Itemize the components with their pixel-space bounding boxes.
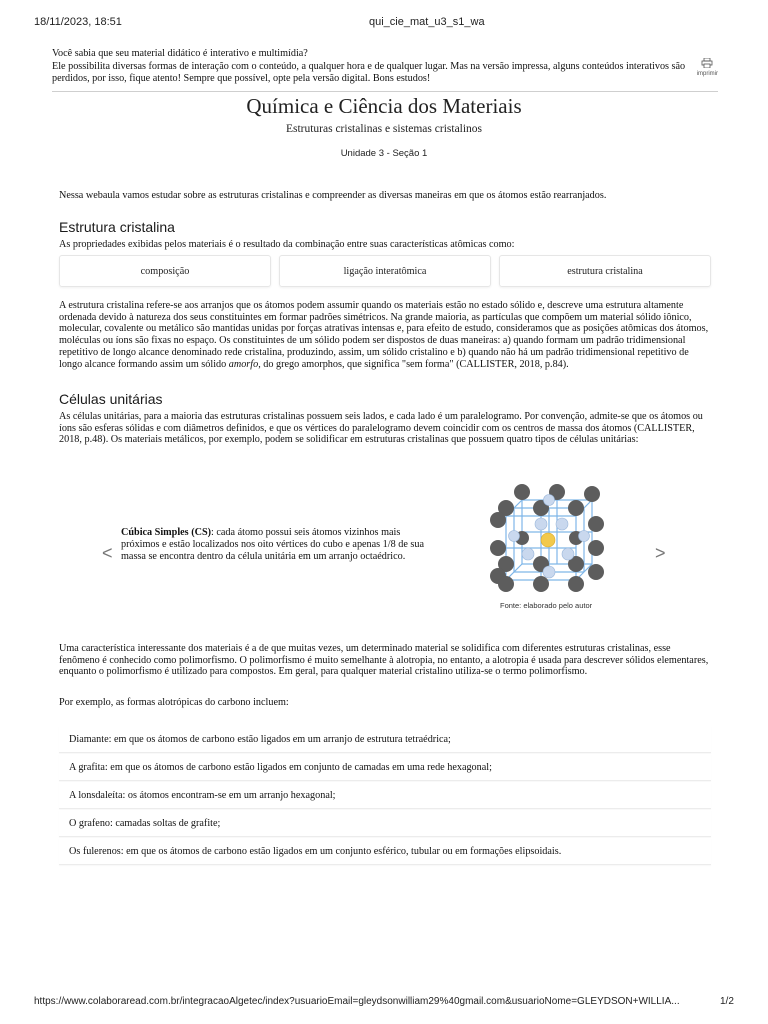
card-ligacao-interatomica[interactable]: ligação interatômica xyxy=(279,255,491,287)
section1-body xyxy=(59,300,711,370)
card-composicao[interactable]: composição xyxy=(59,255,271,287)
allotropes-list xyxy=(59,726,711,865)
print-button[interactable] xyxy=(697,58,718,81)
intro-paragraph: Nessa webaula vamos estudar sobre as estruturas cristalinas e compreender as diversas maneiras em que os átomos estão rearranjados. xyxy=(59,190,607,201)
notice-heading: Você sabia que seu material didático é interativo e multimídia? xyxy=(52,48,308,59)
interactive-notice xyxy=(52,48,718,86)
slide-description: : cada átomo possui seis átomos vizinhos mais próximos e estão localizados nos oito vértices do cubo e apenas 1/8 de sua massa se encontra dentro da célula unitária em um arranjo octaédrico. xyxy=(121,527,424,562)
print-url: https://www.colaboraread.com.br/integracaoAlgetec/index?usuarioEmail=gleydsonwilliam29%40gmail.com&usuarioNome=GLEYDSON+WILLIA... xyxy=(34,996,680,1007)
list-item: O grafeno: camadas soltas de grafite; xyxy=(59,810,711,837)
list-item: Diamante: em que os átomos de carbono estão ligados em um arranjo de estrutura tetraédrica; xyxy=(59,726,711,753)
slide-title: Cúbica Simples (CS) xyxy=(121,527,212,538)
section1-body-a: A estrutura cristalina refere-se aos arranjos que os átomos podem assumir quando os materiais estão no estado sólido e, descreve uma estrutura altamente ordenada devido à natureza dos seus constituintes em formar padrões simétricos. Na grande maioria, as partículas que compõem um material sólido iônico, molecular, covalente ou metálico são mantidas unidas por forças atrativas intensas e, para efeito de estudo, consideramos que as posições atômicas dos átomos, moléculas ou íons são fixas no espaço. Os constituintes de um sólido podem ser dispostos de duas maneiras: a) quando formam um padrão tridimensional repetitivo de longo alcance denominado rede cristalina, produzindo, assim, um sólido cristalino e b) quando não há um padrão tridimensional repetitivo de longo alcance formando assim um sólido xyxy=(59,300,709,370)
carousel-next-button[interactable]: > xyxy=(655,543,666,563)
unit-section-label: Unidade 3 - Seção 1 xyxy=(340,148,428,159)
amorfo-term: amorfo xyxy=(228,358,259,370)
list-item: Os fulerenos: em que os átomos de carbono estão ligados em um conjunto esférico, tubular ou em formações elipsoidais. xyxy=(59,838,711,865)
card-estrutura-cristalina[interactable]: estrutura cristalina xyxy=(499,255,711,287)
print-datetime: 18/11/2023, 18:51 xyxy=(34,16,122,28)
header-divider xyxy=(52,91,718,92)
section1-body-b: , do grego amorphos, que significa "sem forma" (CALLISTER, 2018, p.84). xyxy=(258,358,569,370)
printer-icon xyxy=(701,58,713,68)
section-heading-estrutura-cristalina: Estrutura cristalina xyxy=(59,219,175,235)
carousel-prev-button[interactable]: < xyxy=(102,543,113,563)
polymorphism-paragraph: Uma característica interessante dos materiais é a de que muitas vezes, um determinado material se solidifica com diferentes estruturas cristalinas, esse fenômeno é conhecido como polimorfismo. O polimorfismo é muito semelhante à alotropia, no entanto, a alotropia é usada para descrever sólidos elementares, enquanto o polimorfismo é utilizado para compostos. Em geral, para qualquer material cristalino utiliza-se o termo polimorfismo. xyxy=(59,643,709,678)
page-subtitle: Estruturas cristalinas e sistemas cristalinos xyxy=(285,123,483,135)
carousel-slide-text xyxy=(121,527,431,562)
section-heading-celulas-unitarias: Células unitárias xyxy=(59,391,163,407)
print-page-number: 1/2 xyxy=(720,996,734,1007)
print-document-name: qui_cie_mat_u3_s1_wa xyxy=(369,16,485,28)
page-title: Química e Ciência dos Materiais xyxy=(246,94,522,118)
section1-lead: As propriedades exibidas pelos materiais é o resultado da combinação entre suas características atômicas como: xyxy=(59,239,515,250)
crystal-structure-image xyxy=(484,480,608,596)
list-item: A lonsdaleíta: os átomos encontram-se em um arranjo hexagonal; xyxy=(59,782,711,809)
properties-cards xyxy=(59,255,711,287)
allotropes-intro: Por exemplo, as formas alotrópicas do carbono incluem: xyxy=(59,697,289,708)
list-item: A grafita: em que os átomos de carbono estão ligados em conjunto de camadas em uma rede hexagonal; xyxy=(59,754,711,781)
image-caption: Fonte: elaborado pelo autor xyxy=(500,601,593,610)
center-atom xyxy=(541,533,555,547)
print-label: imprimir xyxy=(696,71,718,77)
notice-text: Ele possibilita diversas formas de interação com o conteúdo, a qualquer hora e de qualquer lugar. Mas na versão impressa, alguns conteúdos interativos são perdidos, por isso, fique atento! Sempre que possível, opte pela versão digital. Bons estudos! xyxy=(52,60,686,84)
section2-body: As células unitárias, para a maioria das estruturas cristalinas possuem seis lados, e cada lado é um paralelogramo. Por convenção, admite-se que os átomos ou íons são esferas sólidas e com diâmetros definidos, e que os vértices do paralelogramo devem coincidir com os centros de massa dos átomos (CALLISTER, 2018, p.48). Os materiais metálicos, por exemplo, podem se solidificar em estruturas cristalinas que possuem quatro tipos de células unitárias: xyxy=(59,411,703,446)
